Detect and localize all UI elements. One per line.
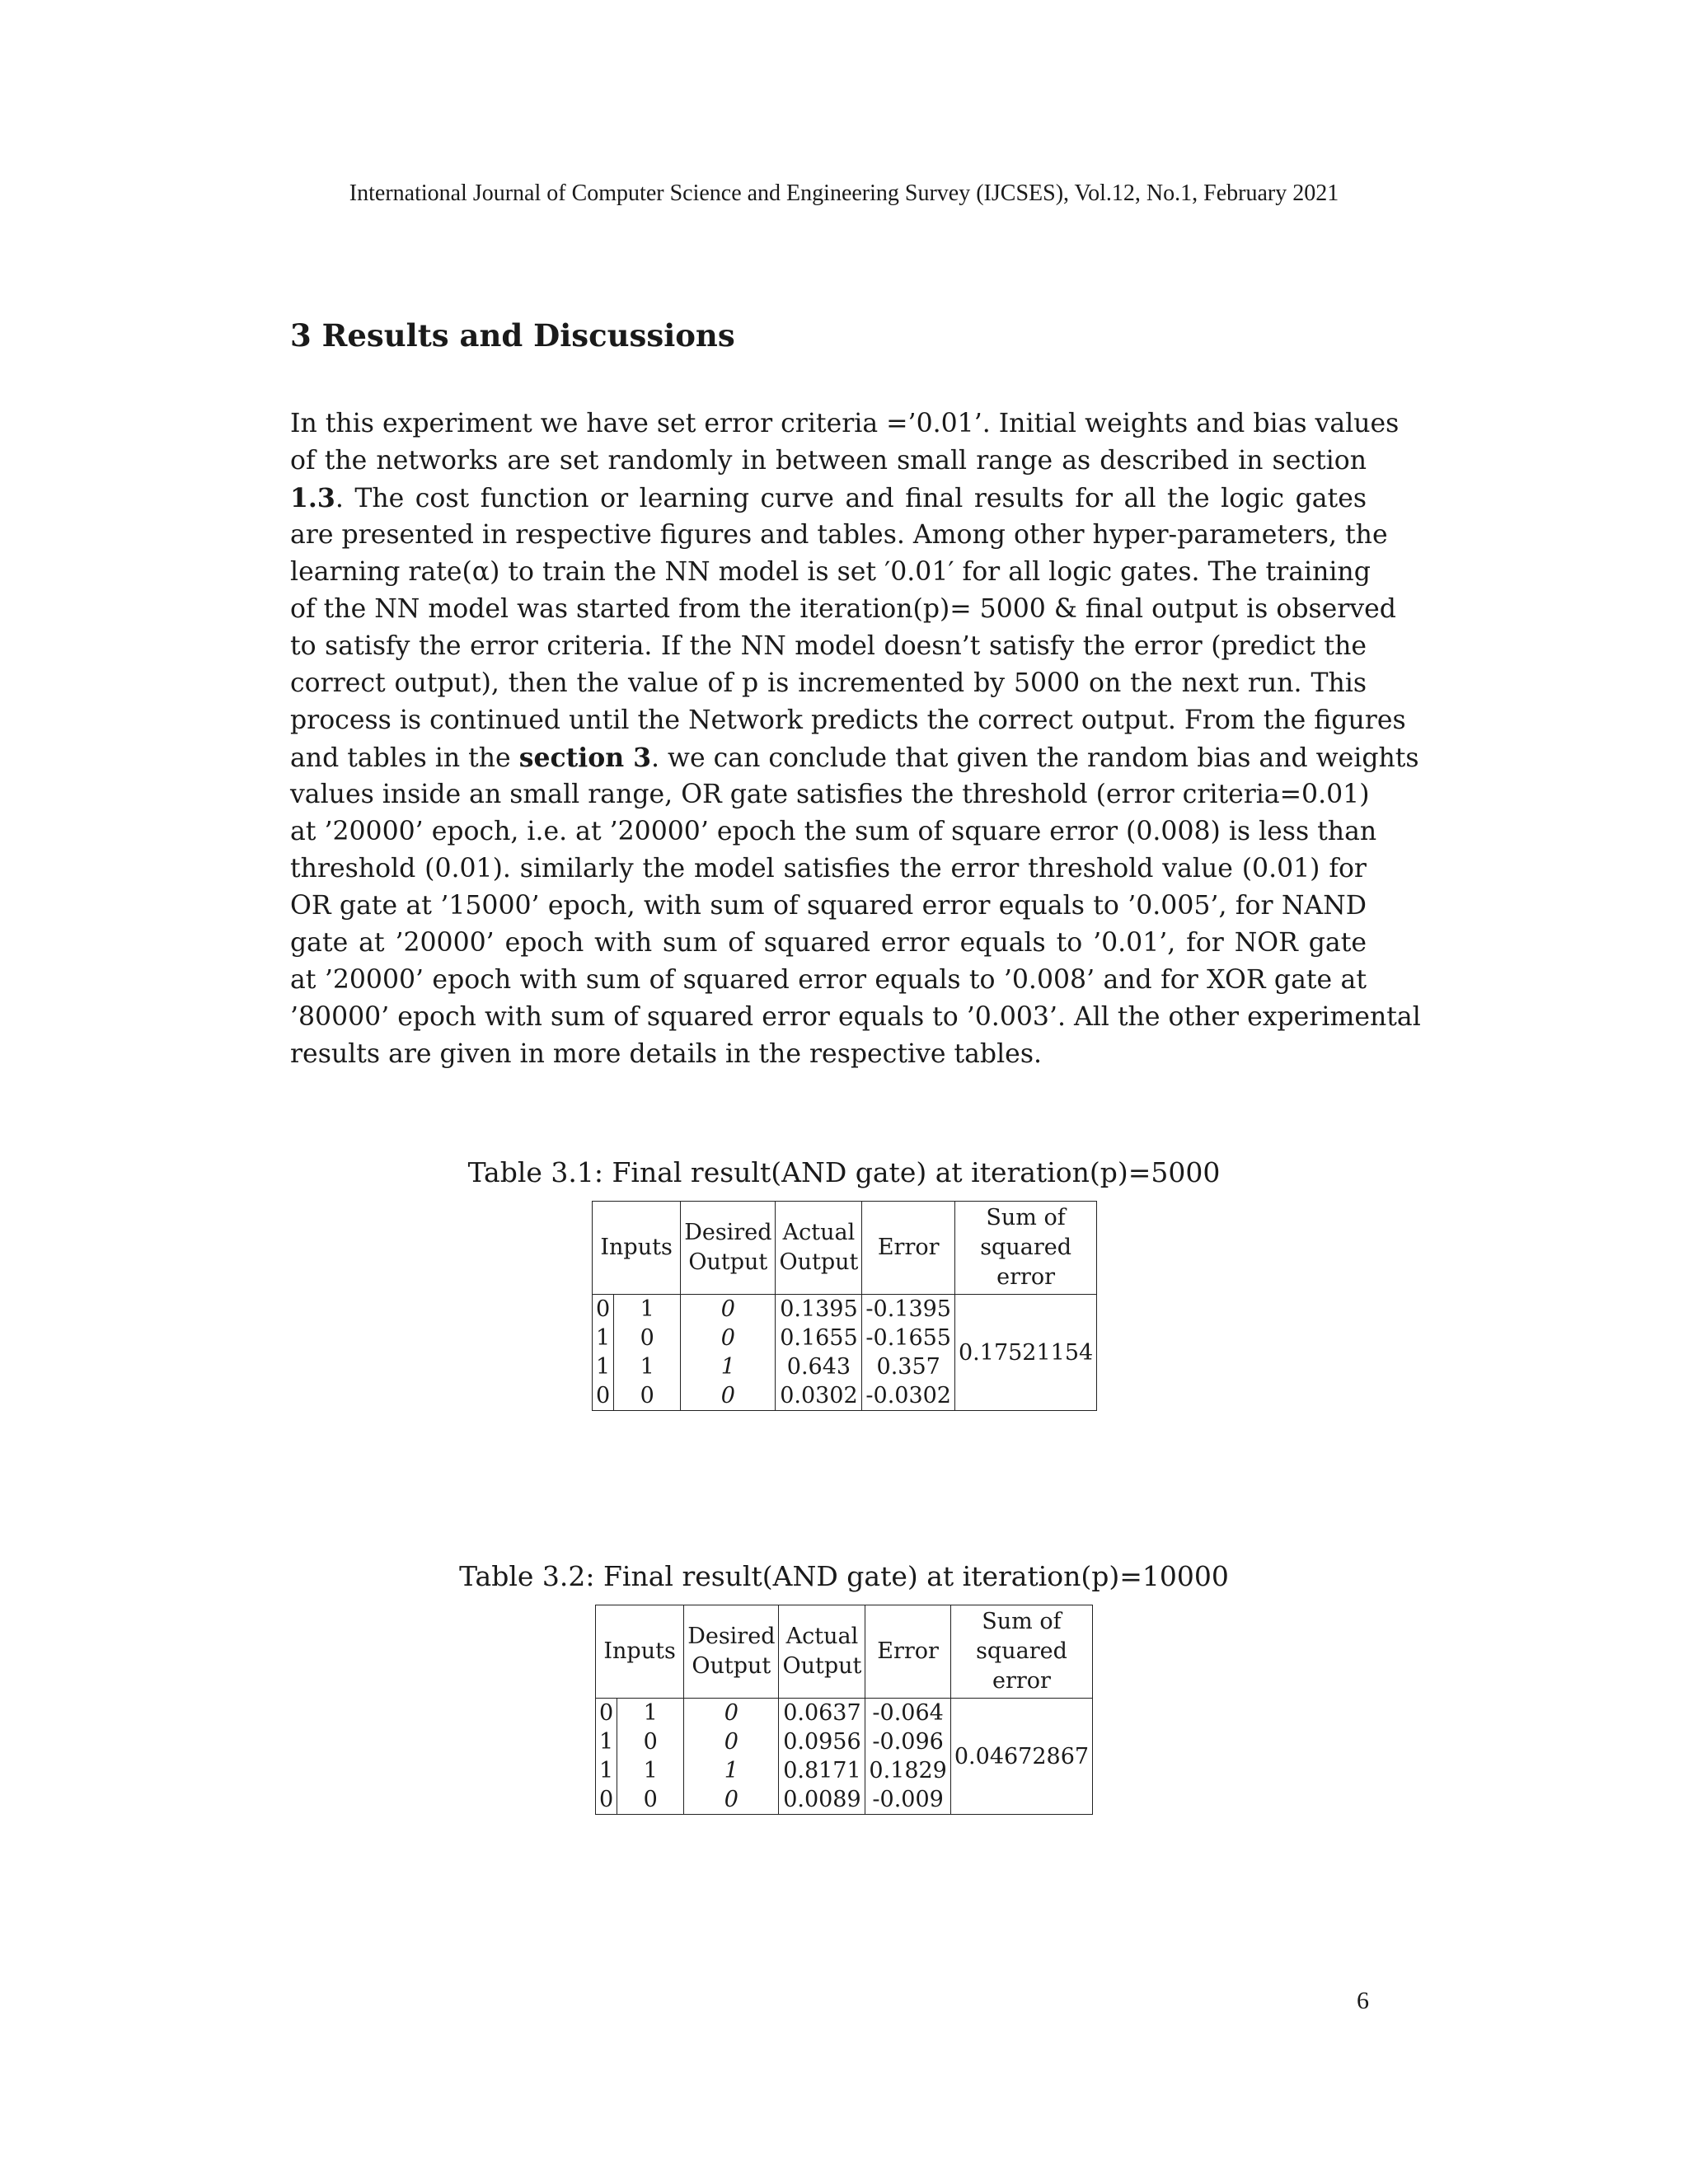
- input-x2: 0: [617, 1727, 684, 1756]
- section-heading: 3 Results and Discussions: [290, 317, 735, 354]
- table-header-row: [596, 1605, 1093, 1699]
- input-x2: 1: [617, 1699, 684, 1728]
- desired-output: 1: [684, 1756, 779, 1785]
- actual-output-header: Actual Output: [776, 1202, 862, 1295]
- paragraph-line: In this experiment we have set error criteria =’0.01’. Initial weights and bias values: [290, 409, 1400, 438]
- sse-header: Sum of squared error: [955, 1202, 1097, 1295]
- desired-output: 1: [681, 1352, 776, 1381]
- section-reference: section 3: [518, 743, 651, 773]
- paragraph-line: to satisfy the error criteria. If the NN model doesn’t satisfy the error (predict the: [290, 631, 1367, 661]
- paragraph-line: of the NN model was started from the iteration(p)= 5000 & final output is observed: [290, 594, 1396, 624]
- paragraph-line: threshold (0.01). similarly the model satisfies the error threshold value (0.01) for: [290, 854, 1367, 883]
- error-value: 0.1829: [865, 1756, 950, 1785]
- results-table-1: [592, 1201, 1097, 1411]
- paragraph-line-rest: . The cost function or learning curve and final results for all the logic gates: [335, 484, 1367, 513]
- paragraph-line: results are given in more details in the respective tables.: [290, 1039, 1042, 1069]
- paragraph-line: process is continued until the Network predicts the correct output. From the figures: [290, 705, 1406, 735]
- desired-output: 0: [684, 1699, 779, 1728]
- input-x2: 0: [614, 1381, 681, 1411]
- actual-output: 0.0956: [779, 1727, 865, 1756]
- paragraph-line: gate at ’20000’ epoch with sum of squared error equals to ’0.01’, for NOR gate: [290, 928, 1367, 958]
- paragraph-line: at ’20000’ epoch with sum of squared error equals to ’0.008’ and for XOR gate at: [290, 965, 1367, 995]
- table-caption: Table 3.2: Final result(AND gate) at iteration(p)=10000: [459, 1560, 1229, 1592]
- input-x2: 1: [614, 1295, 681, 1324]
- paragraph-line: learning rate(α) to train the NN model is set ′0.01′ for all logic gates. The training: [290, 557, 1371, 587]
- error-value: -0.1395: [862, 1295, 955, 1324]
- table-caption: Table 3.1: Final result(AND gate) at iteration(p)=5000: [467, 1156, 1221, 1188]
- actual-output-header: Actual Output: [779, 1605, 865, 1699]
- paragraph-line: ’80000’ epoch with sum of squared error equals to ’0.003’. All the other experimental: [290, 1002, 1421, 1032]
- actual-output: 0.0089: [779, 1785, 865, 1815]
- paragraph-line: [290, 480, 1367, 517]
- paragraph-line: correct output), then the value of p is incremented by 5000 on the next run. This: [290, 668, 1367, 698]
- input-x1: 1: [596, 1756, 617, 1785]
- sum-squared-error: 0.04672867: [950, 1699, 1092, 1815]
- input-x2: 1: [614, 1352, 681, 1381]
- desired-output: 0: [684, 1785, 779, 1815]
- table-row: [593, 1295, 1097, 1324]
- paragraph-line-start: and tables in the: [290, 743, 519, 773]
- desired-output: 0: [681, 1324, 776, 1352]
- table-header-row: [593, 1202, 1097, 1295]
- inputs-header: Inputs: [593, 1202, 681, 1295]
- inputs-header: Inputs: [596, 1605, 684, 1699]
- error-value: -0.064: [865, 1699, 950, 1728]
- running-header: International Journal of Computer Science and Engineering Survey (IJCSES), Vol.12, No.1, February 2021: [349, 180, 1339, 206]
- section-reference: 1.3: [290, 483, 335, 513]
- paragraph-line: OR gate at ’15000’ epoch, with sum of squared error equals to ’0.005’, for NAND: [290, 891, 1367, 921]
- actual-output: 0.0302: [776, 1381, 862, 1411]
- desired-output-header: Desired Output: [681, 1202, 776, 1295]
- input-x2: 0: [617, 1785, 684, 1815]
- input-x1: 0: [593, 1381, 614, 1411]
- input-x2: 0: [614, 1324, 681, 1352]
- actual-output: 0.0637: [779, 1699, 865, 1728]
- error-value: -0.096: [865, 1727, 950, 1756]
- input-x1: 1: [596, 1727, 617, 1756]
- paragraph-line: values inside an small range, OR gate satisfies the threshold (error criteria=0.01): [290, 780, 1370, 809]
- error-header: Error: [865, 1605, 950, 1699]
- error-value: -0.0302: [862, 1381, 955, 1411]
- paragraph-line: at ’20000’ epoch, i.e. at ’20000’ epoch the sum of square error (0.008) is less than: [290, 817, 1377, 846]
- input-x1: 1: [593, 1352, 614, 1381]
- desired-output-header: Desired Output: [684, 1605, 779, 1699]
- paragraph-line: [290, 739, 1419, 776]
- paragraph-line: of the networks are set randomly in between small range as described in section: [290, 446, 1367, 476]
- actual-output: 0.1655: [776, 1324, 862, 1352]
- error-header: Error: [862, 1202, 955, 1295]
- input-x1: 0: [593, 1295, 614, 1324]
- paragraph-line-rest: . we can conclude that given the random bias and weights: [651, 743, 1419, 773]
- error-value: 0.357: [862, 1352, 955, 1381]
- desired-output: 0: [681, 1381, 776, 1411]
- actual-output: 0.1395: [776, 1295, 862, 1324]
- actual-output: 0.8171: [779, 1756, 865, 1785]
- sse-header: Sum of squared error: [950, 1605, 1092, 1699]
- sum-squared-error: 0.17521154: [955, 1295, 1097, 1411]
- desired-output: 0: [681, 1295, 776, 1324]
- error-value: -0.1655: [862, 1324, 955, 1352]
- input-x2: 1: [617, 1756, 684, 1785]
- actual-output: 0.643: [776, 1352, 862, 1381]
- table-row: [596, 1699, 1093, 1728]
- input-x1: 1: [593, 1324, 614, 1352]
- desired-output: 0: [684, 1727, 779, 1756]
- input-x1: 0: [596, 1699, 617, 1728]
- error-value: -0.009: [865, 1785, 950, 1815]
- body-paragraph: [290, 405, 1421, 1073]
- input-x1: 0: [596, 1785, 617, 1815]
- page-number: 6: [1357, 1987, 1369, 2014]
- paragraph-line: are presented in respective figures and tables. Among other hyper-parameters, the: [290, 520, 1388, 550]
- results-table-2: [595, 1605, 1093, 1815]
